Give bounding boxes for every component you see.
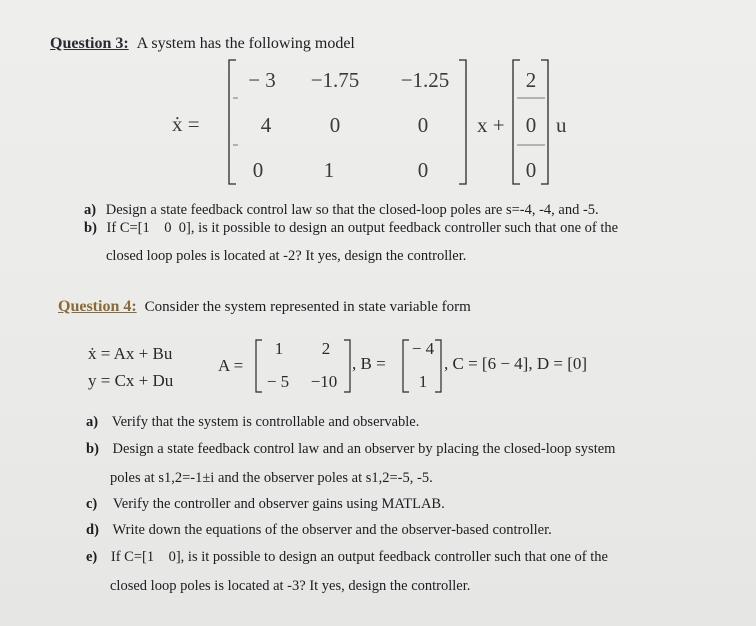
q3-b-2: 0 [525, 113, 537, 137]
q3-part-b-cont: closed loop poles is located at -2? It yes, design the controller. [106, 248, 467, 264]
q3-part-a-text: Design a state feedback control law so that the closed-loop poles are s=-4, -4, and -5. [105, 202, 599, 218]
q4-part-d-text: Write down the equations of the observer and the observer-based controller. [112, 522, 552, 538]
q4-part-d-label: d) [86, 522, 99, 538]
q3-a-11: − 3 [248, 68, 276, 92]
q3-part-b-text: If C=[1 0 0], is it possible to design an output feedback controller such that one of the [106, 220, 619, 236]
q4-output-eq: y = Cx + Du [88, 371, 174, 390]
q3-title: Question 3: [50, 35, 129, 52]
q4-part-c [86, 496, 445, 513]
q4-a-11: 1 [274, 339, 284, 358]
q4-part-b-cont: poles at s1,2=-1±i and the observer poles at s1,2=-5, -5. [110, 470, 433, 486]
q3-a-32: 1 [323, 158, 335, 182]
q3-b-1: 2 [525, 68, 537, 92]
q3-a-13: −1.25 [400, 68, 450, 92]
q4-a-label: A = [218, 356, 244, 375]
q4-part-b [86, 441, 615, 458]
q4-b-1: − 4 [411, 339, 435, 358]
q4-a-22: −10 [310, 372, 338, 391]
q3-intro: A system has the following model [136, 35, 355, 52]
q4-a-12: 2 [321, 339, 331, 358]
q3-part-a-label: a) [84, 202, 97, 218]
q3-a-22: 0 [329, 113, 341, 137]
q4-part-b-text: Design a state feedback control law and an observer by placing the closed-loop system [112, 441, 616, 457]
q3-a-23: 0 [417, 113, 429, 137]
q4-part-a-label: a) [86, 414, 99, 430]
q3-u: u [556, 113, 567, 137]
q3-a-21: 4 [260, 113, 272, 137]
q4-part-e-cont: closed loop poles is located at -3? It yes, design the controller. [110, 578, 471, 594]
q4-part-c-text: Verify the controller and observer gains using MATLAB. [112, 496, 445, 512]
q4-part-c-label: c) [86, 496, 98, 512]
q4-part-b-label: b) [86, 441, 99, 457]
q4-b-label: , B = [352, 354, 386, 373]
q4-b-2: 1 [418, 372, 428, 391]
q3-a-31: 0 [252, 158, 264, 182]
q4-part-a [86, 414, 419, 431]
q4-part-a-text: Verify that the system is controllable and observable. [111, 414, 420, 430]
q3-x-plus: x + [477, 113, 505, 137]
q3-xdot: ẋ = [172, 112, 200, 136]
q4-part-e [86, 549, 608, 566]
q3-a-12: −1.75 [310, 68, 360, 92]
q4-part-e-text: If C=[1 0], is it possible to design an output feedback controller such that one of the [110, 549, 608, 565]
q3-part-b-label: b) [84, 220, 97, 236]
q4-part-d [86, 522, 552, 539]
q4-c-d: , C = [6 − 4], D = [0] [444, 354, 588, 373]
q4-a-21: − 5 [266, 372, 290, 391]
q4-title: Question 4: [58, 298, 137, 315]
q3-a-33: 0 [417, 158, 429, 182]
q4-intro: Consider the system represented in state variable form [144, 299, 471, 315]
q3-b-3: 0 [525, 158, 537, 182]
q4-part-e-label: e) [86, 549, 98, 565]
q4-state-eq: ẋ = Ax + Bu [88, 344, 173, 363]
